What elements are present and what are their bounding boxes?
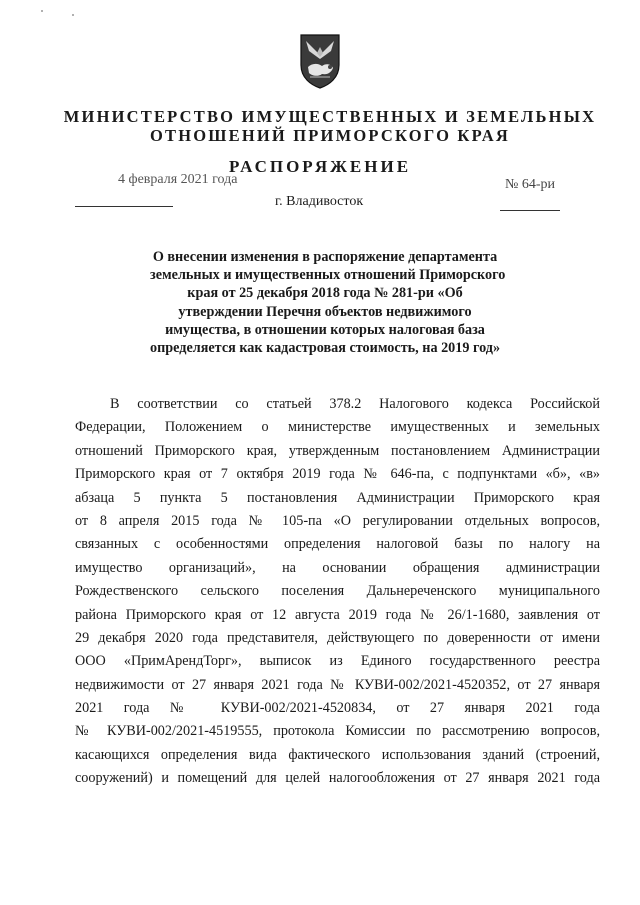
- subject-line: края от 25 декабря 2018 года № 281-ри «Об: [187, 285, 463, 302]
- body-line: № КУВИ-002/2021-4519555, протокола Комиссии по рассмотрению вопросов,: [75, 723, 600, 740]
- body-line: отношений Приморского края, утвержденным постановлением Администрации: [75, 442, 600, 459]
- body-line: района Приморского края от 12 августа 2019 года № 26/1-1680, заявления от: [75, 606, 600, 623]
- body-line: 2021 года № КУВИ-002/2021-4520834, от 27 января 2021 года: [75, 700, 600, 717]
- body-line: Рождественского сельского поселения Дальнереченского муниципального: [75, 583, 600, 600]
- body-line: Федерации, Положением о министерстве имущественных и земельных: [75, 419, 600, 436]
- ministry-name-line2: ОТНОШЕНИЙ ПРИМОРСКОГО КРАЯ: [149, 126, 510, 145]
- ministry-name-line1: МИНИСТЕРСТВО ИМУЩЕСТВЕННЫХ И ЗЕМЕЛЬНЫХ: [63, 107, 597, 126]
- body-line: В соответствии со статьей 378.2 Налогового кодекса Российской: [110, 396, 600, 412]
- body-line: абзаца 5 пункта 5 постановления Администрации Приморского края: [75, 489, 600, 506]
- scan-speck: [41, 10, 43, 12]
- body-line: от 8 апреля 2015 года № 105-па «О регулировании отдельных вопросов,: [75, 512, 600, 529]
- body-line: Приморского края от 7 октября 2019 года № 646-па, с подпунктами «б», «в»: [75, 466, 600, 483]
- body-line: ООО «ПримАрендТорг», выписок из Единого государственного реестра: [75, 653, 600, 670]
- document-city: г. Владивосток: [275, 194, 364, 209]
- subject-line: О внесении изменения в распоряжение департамента: [152, 249, 498, 265]
- body-line: недвижимости от 27 января 2021 года № КУВИ-002/2021-4520352, от 27 января: [75, 676, 600, 693]
- document-date: 4 февраля 2021 года: [118, 172, 238, 187]
- subject-line: определяется как кадастровая стоимость, на 2019 год»: [150, 340, 501, 357]
- body-line: касающихся определения вида фактического использования зданий (строений,: [75, 746, 600, 763]
- scan-speck: [72, 14, 74, 16]
- document-number: № 64-ри: [505, 177, 556, 192]
- document-subject: [150, 248, 506, 357]
- body-line: имущество организаций», на основании обращения администрации: [75, 559, 600, 576]
- subject-line: утверждении Перечня объектов недвижимого: [178, 303, 472, 320]
- document-type-title: РАСПОРЯЖЕНИЕ: [228, 157, 412, 176]
- date-underline: [75, 206, 173, 207]
- body-line: сооружений) и помещений для целей налогообложения от 27 января 2021 года: [75, 770, 600, 787]
- subject-line: имущества, в отношении которых налоговая база: [165, 321, 485, 338]
- body-line: 29 декабря 2020 года представителя, действующего по доверенности от имени: [75, 629, 600, 646]
- coat-of-arms-icon: [298, 33, 342, 89]
- subject-line: земельных и имущественных отношений Приморского: [150, 267, 506, 284]
- body-line: связанных с особенностями определения налоговой базы по налогу на: [75, 536, 600, 553]
- number-underline: [500, 210, 560, 211]
- document-body: [75, 393, 600, 791]
